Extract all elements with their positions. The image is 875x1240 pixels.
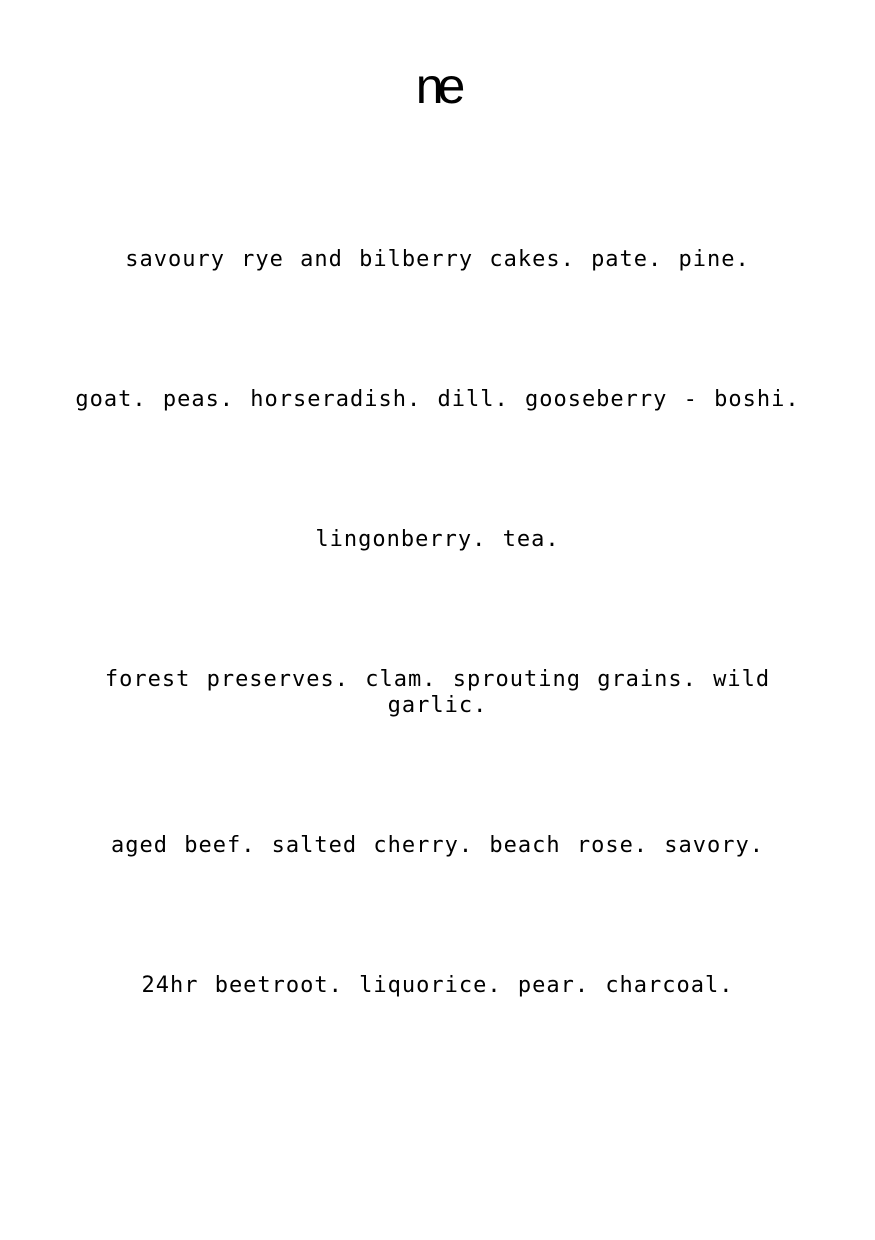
course-3: lingonberry. tea. (315, 527, 560, 552)
course-4: forest preserves. clam. sprouting grains. wild garlic. (104, 667, 771, 718)
course-1: savoury rye and bilberry cakes. pate. pine. (125, 247, 750, 272)
restaurant-logo: ne (415, 58, 460, 114)
course-5: aged beef. salted cherry. beach rose. savory. (110, 833, 765, 858)
course-2: goat. peas. horseradish. dill. gooseberry - boshi. (75, 387, 800, 412)
course-6: 24hr beetroot. liquorice. pear. charcoal. (141, 973, 734, 998)
